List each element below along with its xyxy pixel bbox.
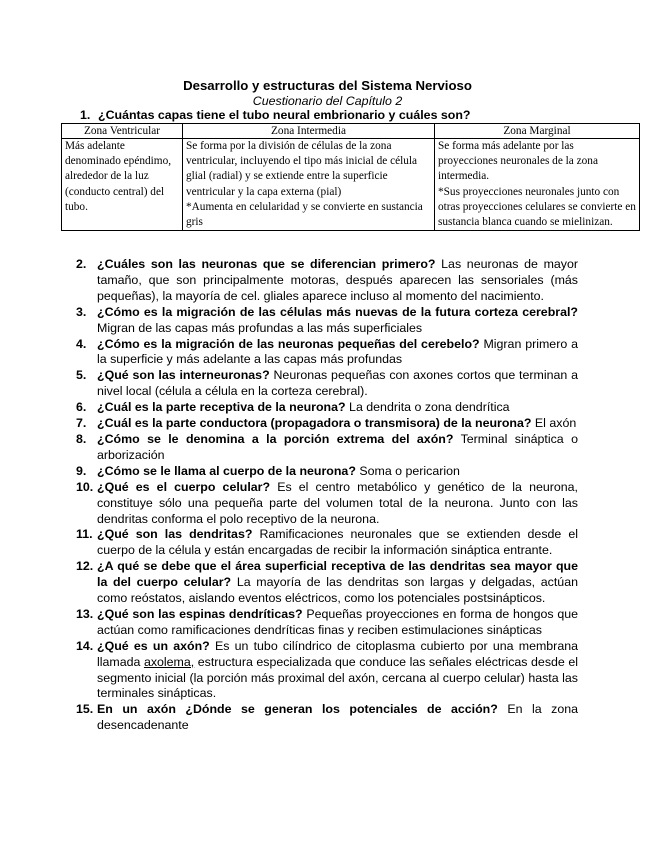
- underlined-term: axolema,: [143, 654, 195, 669]
- document-title: Desarrollo y estructuras del Sistema Nervioso: [183, 78, 472, 93]
- question-number: 6.: [76, 400, 87, 415]
- list-item: [76, 416, 578, 432]
- list-item: [76, 432, 578, 464]
- answer-text: Migran de las capas más profundas a las más superficiales: [97, 320, 423, 335]
- question-number: 14.: [76, 638, 94, 653]
- question-text: ¿Qué son las espinas dendríticas?: [97, 606, 303, 621]
- table-row: [62, 139, 640, 231]
- question-text: ¿Cuál es la parte receptiva de la neurona?: [97, 400, 346, 415]
- intermediate-zone-note: *Aumenta en celularidad y se convierte en sustancia gris: [186, 200, 423, 229]
- question-list: [76, 257, 578, 734]
- question-text: ¿Qué son las interneuronas?: [97, 368, 270, 383]
- intermediate-zone-description: Se forma por la división de células de la zona ventricular, incluyendo el tipo más inicial de célula glial (radial) y se extiende entre la superficie ventricular y la capa externa (pial): [186, 140, 418, 198]
- answer-text: Es un tubo cilíndrico de citoplasma cubierto por una membrana llamada: [97, 638, 578, 669]
- question-number: 5.: [76, 368, 87, 383]
- list-item: [76, 257, 578, 305]
- question-number: 4.: [76, 336, 87, 351]
- question-number: 15.: [76, 702, 94, 717]
- question-text: ¿Cuál es la parte conductora (propagadora o transmisora) de la neurona?: [97, 416, 532, 431]
- question-1-text: ¿Cuántas capas tiene el tubo neural embrionario y cuáles son?: [98, 108, 471, 122]
- answer-text: Ramificaciones neuronales que se extienden desde el cuerpo de la célula y están encargadas de recibir la información sináptica entrante.: [97, 527, 578, 558]
- answer-text: En la zona desencadenante: [97, 702, 578, 733]
- answer-text: La mayoría de las dendritas son largas y delgadas, actúan como reóstatos, aislando eventos eléctricos, como los potenciales postsinápticos.: [97, 575, 578, 606]
- question-number: 2.: [76, 257, 87, 271]
- answer-text: Las neuronas de mayor tamaño, que son principalmente motoras, después aparecen las sensoriales (más pequeñas), la mayoría de cel. gliales aparece incluso al momento del nacimiento.: [97, 257, 578, 303]
- cell-intermediate-zone: [183, 139, 435, 231]
- marginal-zone-description: Se forma más adelante por las proyecciones neuronales de la zona intermedia.: [438, 140, 598, 183]
- answer-text: Migran primero a la superficie y más adelante a las capas más profundas: [97, 336, 578, 367]
- list-item: [76, 702, 578, 734]
- question-1: [80, 108, 471, 122]
- question-text: ¿Cuáles son las neuronas que se diferencian primero?: [97, 257, 436, 271]
- question-text: En un axón ¿Dónde se generan los potenciales de acción?: [97, 702, 498, 717]
- question-number: 7.: [76, 416, 87, 431]
- answer-text: Pequeñas proyecciones en forma de hongos que actúan como ramificaciones dendríticas finas y reciben estimulaciones sinápticas: [97, 606, 578, 637]
- question-text: ¿Qué es el cuerpo celular?: [97, 479, 271, 494]
- list-item: [76, 400, 578, 416]
- list-item: [76, 527, 578, 559]
- list-item: [76, 559, 578, 607]
- question-text: ¿Qué son las dendritas?: [97, 527, 253, 542]
- question-text: ¿Cómo se le llama al cuerpo de la neurona?: [97, 463, 356, 478]
- question-1-number: 1.: [80, 108, 91, 122]
- question-text: ¿Qué es un axón?: [97, 638, 210, 653]
- question-text: ¿Cómo es la migración de las neuronas pequeñas del cerebelo?: [97, 336, 480, 351]
- marginal-zone-note: *Sus proyecciones neuronales junto con otras proyecciones celulares se convierte en sustancia blanca cuando se mielinizan.: [438, 185, 636, 229]
- question-text: ¿Cómo es la migración de las células más nuevas de la futura corteza cerebral?: [97, 304, 578, 319]
- cell-ventricular-zone: [62, 139, 183, 231]
- answer-text: El axón: [534, 416, 577, 431]
- answer-text: Soma o pericarion: [359, 463, 460, 478]
- question-number: 3.: [76, 304, 87, 319]
- answer-text-continued: estructura especializada que conduce las señales eléctricas desde el segmento inicial (la porción más proximal del axón, cercana al cuerpo celular) hasta las terminales sinápticas.: [97, 654, 578, 701]
- answer-text: Es el centro metabólico y genético de la neurona, constituye sólo una pequeña parte del volumen total de la neurona. Junto con las dendritas conforma el polo receptivo de la neurona.: [97, 479, 578, 526]
- question-number: 12.: [76, 559, 94, 574]
- list-item: [76, 337, 578, 369]
- list-item: [76, 368, 578, 400]
- list-item: [76, 607, 578, 639]
- question-text: ¿Cómo se le denomina a la porción extrema del axón?: [97, 431, 454, 446]
- header-intermediate-zone: Zona Intermedia: [183, 124, 435, 139]
- list-item: [76, 305, 578, 337]
- question-number: 8.: [76, 431, 87, 446]
- answer-text: La dendrita o zona dendrítica: [349, 400, 510, 415]
- cell-marginal-zone: [435, 139, 640, 231]
- answer-text: Terminal sináptica o arborización: [97, 431, 578, 462]
- ventricular-zone-description: Más adelante denominado epéndimo, alrededor de la luz (conducto central) del tubo.: [65, 140, 172, 213]
- question-number: 10.: [76, 479, 94, 494]
- question-number: 9.: [76, 463, 87, 478]
- header-marginal-zone: Zona Marginal: [435, 124, 640, 139]
- header-ventricular-zone: Zona Ventricular: [62, 124, 183, 139]
- list-item: [76, 480, 578, 528]
- question-number: 13.: [76, 606, 94, 621]
- document-subtitle: Cuestionario del Capítulo 2: [252, 94, 403, 108]
- list-item: [76, 639, 578, 703]
- table-header-row: [62, 124, 640, 139]
- list-item: [76, 464, 578, 480]
- answer-text: Neuronas pequeñas con axones cortos que terminan a nivel local (célula a célula en la corteza cerebral).: [97, 368, 578, 399]
- question-text: ¿A qué se debe que el área superficial receptiva de las dendritas sea mayor que la del cuerpo celular?: [97, 559, 578, 590]
- neural-tube-zones-table: [61, 123, 640, 231]
- question-number: 11.: [76, 527, 93, 542]
